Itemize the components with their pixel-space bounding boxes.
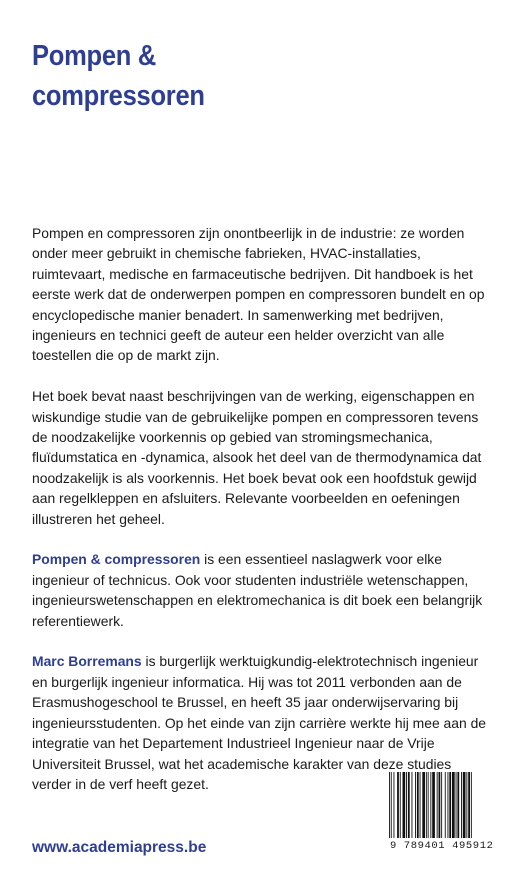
title-line-1: Pompen & [32,40,157,72]
paragraph-author-text: is burgerlijk werktuigkundig-elektrotechnisch ingenieur en burgerlijk ingenieur informatica. Hij was tot 2011 verbonden aan de Erasmushogeschool te Brussel, en heeft 35 jaar onderwijservaring bij ingenieursstudenten. Op het einde van zijn carrière werkte hij mee aan de integratie van het Departement Industrieel Ingenieur naar de Vrije Universiteit Brussel, wat het academische karakter van deze studies verder in de verf heeft gezet. [32,653,487,792]
book-title-highlight: Pompen & compressoren [32,551,201,568]
blurb-text [32,223,494,815]
paragraph-audience [32,549,494,631]
title-line-2: compressoren [32,80,205,112]
paragraph-contents: Het boek bevat naast beschrijvingen van de werking, eigenschappen en wiskundige studie van de gebruikelijke pompen en compressoren tevens de noodzakelijke voorkennis op gebied van stromingsmechanica, fluïdumstatica en -dynamica, alsook het deel van de thermodynamica dat noodzakelijk is als voorkennis. Het boek bevat ook een hoofdstuk gewijd aan regelkleppen en afsluiters. Relevante voorbeelden en oefeningen illustreren het geheel. [32,388,482,527]
paragraph-audience-text: is een essentieel naslagwerk voor elke ingenieur of technicus. Ook voor studenten industriële wetenschappen, ingenieurswetenschappen en elektromechanica is dit boek een belangrijk referentiewerk. [32,551,483,629]
publisher-url-link[interactable]: www.academiapress.be [32,839,207,856]
paragraph-intro: Pompen en compressoren zijn onontbeerlijk in de industrie: ze worden onder meer gebruikt in chemische fabrieken, HVAC-installaties, ruimtevaart, medische en farmaceutische bedrijven. Dit handboek is het eerste werk dat de onderwerpen pompen en compressoren bundelt en op encyclopedische manier benadert. In samenwerking met bedrijven, ingenieurs en technici geeft de auteur een helder overzicht van alle toestellen die op de markt zijn. [32,225,485,364]
book-title [32,36,205,116]
isbn-number: 9 789401 495912 [390,840,502,852]
author-name-highlight: Marc Borremans [32,653,142,670]
